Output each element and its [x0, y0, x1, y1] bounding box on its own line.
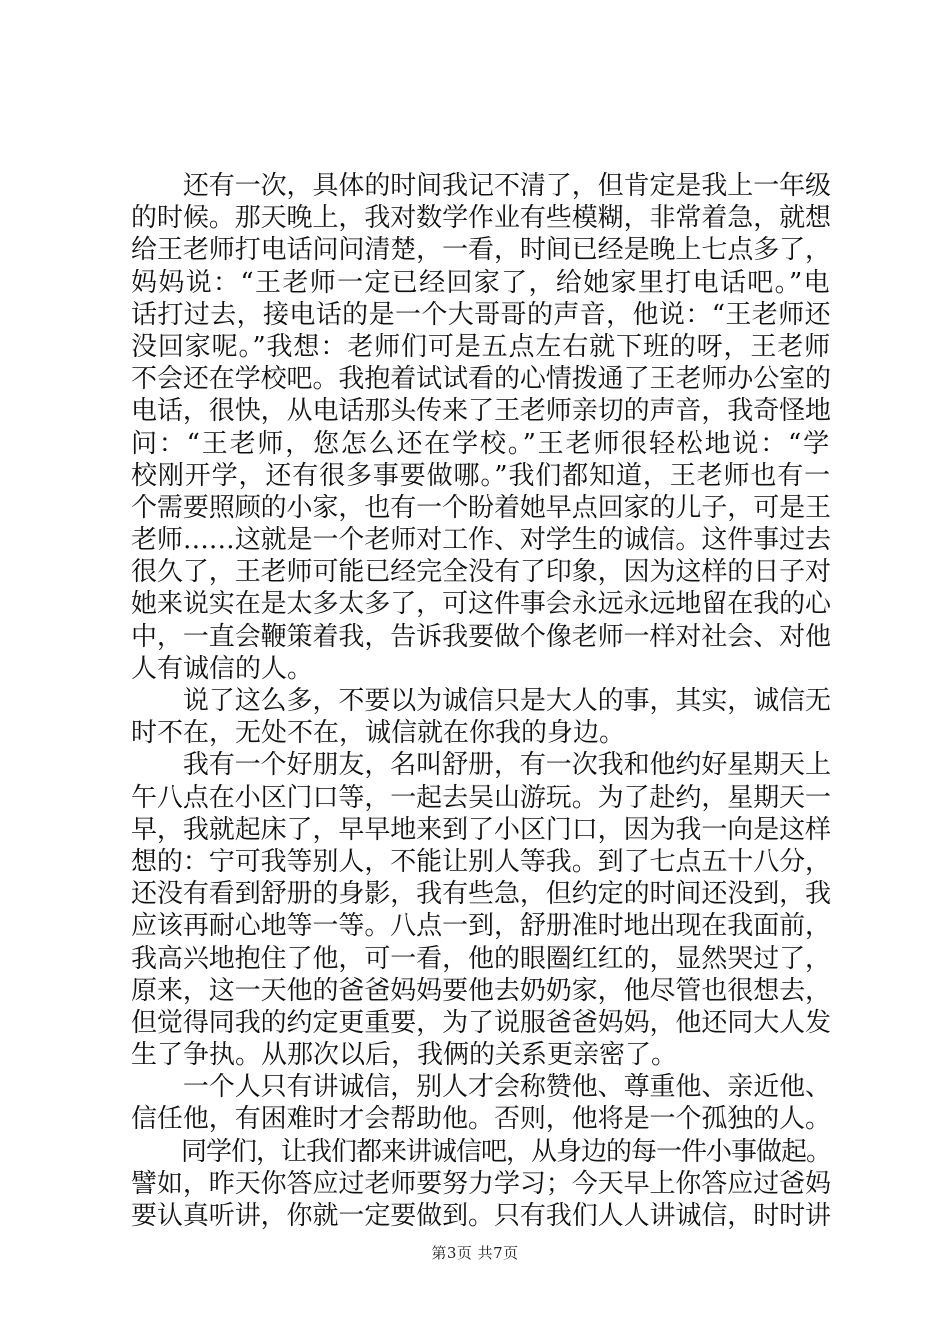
text-line: 应该再耐心地等一等。八点一到，舒册准时地出现在我面前，: [131, 911, 831, 942]
text-line: 我有一个好朋友，名叫舒册，有一次我和他约好星期天上: [131, 750, 831, 781]
paragraph: [131, 749, 831, 1071]
text-line: 想的：宁可我等别人，不能让别人等我。到了七点五十八分，: [131, 846, 831, 877]
text-line: 还有一次，具体的时间我记不清了，但肯定是我上一年级: [131, 171, 831, 201]
text-line: 信任他，有困难时才会帮助他。否则，他将是一个孤独的人。: [131, 1104, 831, 1135]
text-line: 原来，这一天他的爸爸妈妈要他去奶奶家，他尽管也很想去，: [131, 975, 831, 1006]
text-line: 个需要照顾的小家，也有一个盼着她早点回家的儿子，可是王: [131, 492, 831, 523]
text-line: 同学们，让我们都来讲诚信吧，从身边的每一件小事做起。: [131, 1136, 831, 1167]
paragraph: [131, 170, 831, 685]
text-line: 要认真听讲，你就一定要做到。只有我们人人讲诚信，时时讲: [131, 1201, 831, 1231]
text-line: 校刚开学，还有很多事要做哪。”我们都知道，王老师也有一: [131, 460, 831, 491]
text-line: 很久了，王老师可能已经完全没有了印象，因为这样的日子对: [131, 557, 831, 588]
text-line: 说了这么多，不要以为诚信只是大人的事，其实，诚信无: [131, 686, 831, 716]
text-line: 譬如，昨天你答应过老师要努力学习；今天早上你答应过爸妈: [131, 1168, 831, 1199]
text-line: 没回家呢。”我想：老师们可是五点左右就下班的呀，王老师: [131, 331, 831, 362]
paragraph: [131, 1136, 831, 1233]
text-line: 她来说实在是太多太多了，可这件事会永远永远地留在我的心: [131, 589, 831, 620]
text-line: 话打过去，接电话的是一个大哥哥的声音，他说：“王老师还: [131, 299, 831, 330]
text-line: 的时候。那天晚上，我对数学作业有些模糊，非常着急，就想: [131, 203, 831, 234]
text-line: 早，我就起床了，早早地来到了小区门口，因为我一向是这样: [131, 814, 831, 845]
text-line: 生了争执。从那次以后，我俩的关系更亲密了。: [131, 1040, 678, 1071]
text-line: 时不在，无处不在，诚信就在你我的身边。: [131, 718, 626, 749]
paragraph: [131, 685, 831, 749]
text-line: 还没有看到舒册的身影，我有些急，但约定的时间还没到，我: [131, 879, 831, 910]
text-line: 妈妈说：“王老师一定已经回家了，给她家里打电话吧。”电: [131, 267, 831, 298]
page-number-footer: 第3页 共7页: [431, 1244, 519, 1262]
text-line: 不会还在学校吧。我抱着试试看的心情拨通了王老师办公室的: [131, 364, 831, 395]
text-line: 老师……这就是一个老师对工作、对学生的诚信。这件事过去: [131, 525, 831, 556]
text-line: 午八点在小区门口等，一起去吴山游玩。为了赴约，星期天一: [131, 782, 831, 813]
text-line: 但觉得同我的约定更重要，为了说服爸爸妈妈，他还同大人发: [131, 1007, 831, 1038]
text-line: 人有诚信的人。: [131, 653, 314, 684]
text-line: 给王老师打电话问问清楚，一看，时间已经是晚上七点多了，: [131, 235, 831, 266]
document-body: [131, 170, 831, 1232]
text-line: 中，一直会鞭策着我，告诉我要做个像老师一样对社会、对他: [131, 621, 831, 652]
text-line: 一个人只有讲诚信，别人才会称赞他、尊重他、亲近他、: [131, 1072, 831, 1103]
text-line: 我高兴地抱住了他，可一看，他的眼圈红红的，显然哭过了，: [131, 943, 831, 974]
text-line: 电话，很快，从电话那头传来了王老师亲切的声音，我奇怪地: [131, 396, 831, 427]
paragraph: [131, 1071, 831, 1135]
text-line: 问：“王老师，您怎么还在学校。”王老师很轻松地说：“学: [131, 428, 831, 459]
